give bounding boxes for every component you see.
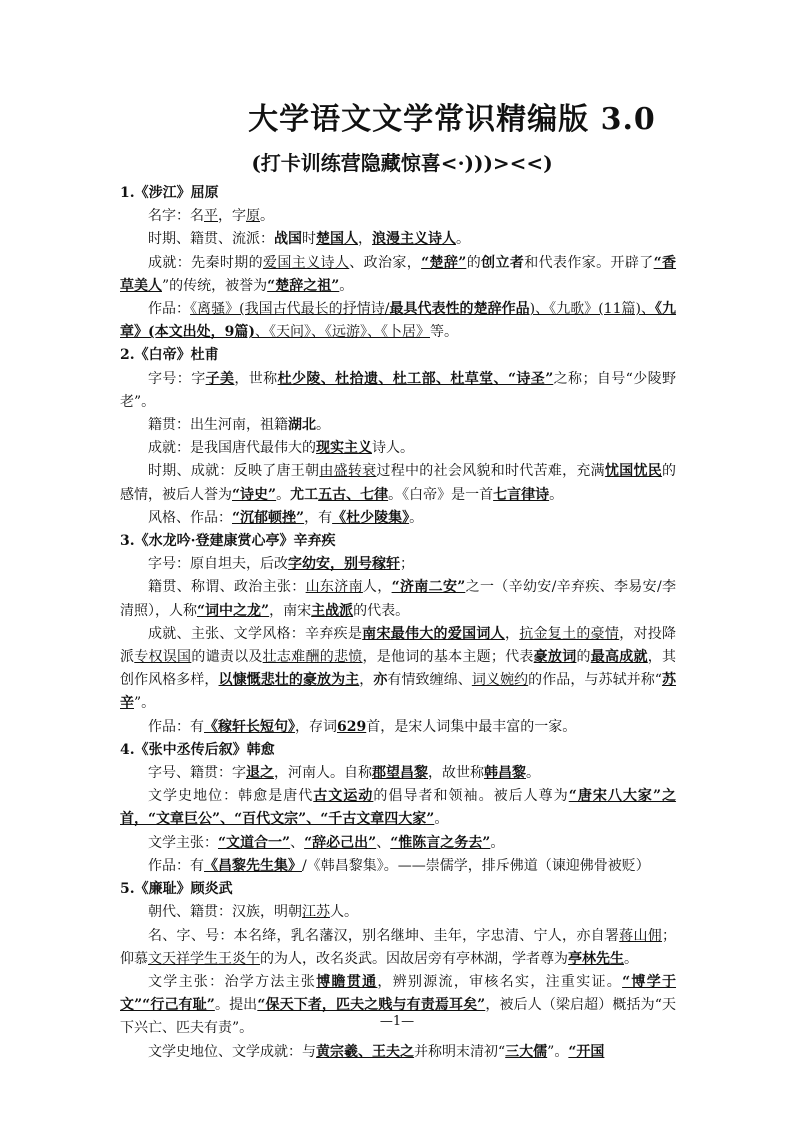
paragraph (120, 460, 676, 506)
text-run: ，南宋 (269, 602, 312, 619)
text-run: 黄宗羲、王夫之 (316, 1043, 414, 1060)
paragraph (120, 228, 676, 251)
text-run: 。 (434, 811, 449, 828)
page-number: —1— (379, 1014, 415, 1029)
text-run: 。 (526, 765, 540, 782)
text-run: ， (504, 625, 520, 642)
text-run: 退之 (246, 765, 274, 782)
paragraph (120, 785, 676, 831)
paragraph (120, 716, 676, 739)
paragraph (120, 437, 676, 460)
text-run: 七言律诗 (493, 486, 550, 503)
text-run: 作品：有 (148, 857, 204, 874)
text-run: 湖北 (288, 417, 316, 434)
text-run: “开国 (568, 1043, 605, 1060)
text-run: “文道合一” (218, 834, 291, 851)
text-run: ”。 (547, 1043, 569, 1060)
text-run: 郡望昌黎 (372, 765, 428, 782)
text-run: 风格、作品： (148, 509, 232, 526)
text-run: 文学主张：治学方法主张 (148, 973, 317, 990)
text-run: ，世称 (234, 370, 278, 387)
text-run: 豪放词 (533, 649, 577, 666)
text-run: 。 (549, 486, 564, 503)
paragraph (120, 205, 676, 228)
text-run: 《稼轩长短句》 (204, 718, 295, 735)
text-run: 的谴责以及 (191, 649, 263, 666)
text-run: 亦 (373, 672, 388, 689)
text-run: 字号：字 (148, 370, 206, 387)
text-run: ，存词 (295, 718, 337, 735)
paragraph (120, 1041, 676, 1064)
text-run: 以慷慨悲壮的豪放为主 (218, 672, 360, 689)
text-run: 现实主义 (316, 440, 372, 457)
text-run: 。《白帝》是一首 (388, 486, 494, 503)
text-run: “沉郁顿挫” (232, 509, 305, 526)
text-run: 楚国人 (316, 231, 358, 248)
text-run: 的倡导者和领袖。被后人尊为 (373, 788, 569, 805)
text-run: 时 (302, 231, 316, 248)
text-run: 名字：名 (148, 208, 204, 225)
paragraph (120, 901, 676, 924)
section-heading: 4.《张中丞传后叙》韩愈 (120, 741, 275, 758)
text-run: 。 (260, 208, 274, 225)
text-run: “楚辞” (421, 254, 467, 271)
text-run: ，故世称 (428, 765, 484, 782)
text-run: 、政治家， (349, 254, 422, 271)
text-run: 创立者 (481, 254, 525, 271)
paragraph (120, 855, 676, 878)
text-run: 。 (276, 486, 291, 503)
paragraph (120, 368, 676, 414)
text-run: 籍贯：出生河南，祖籍 (148, 417, 288, 434)
text-run: 《离骚》(我国古代最长的抒情诗/ (190, 301, 390, 318)
text-run: ”的传统，被誉为 (162, 277, 268, 294)
text-run: 。 (490, 834, 505, 851)
text-run: 成就、主张、文学风格：辛弃疾是 (148, 625, 363, 642)
text-run: /《韩昌黎集》。——崇儒学，排斥佛道（谏迎佛骨被贬） (302, 857, 650, 874)
text-run: 浪漫主义诗人 (372, 231, 456, 248)
section-heading: 3.《水龙吟·登建康赏心亭》辛弃疾 (120, 533, 336, 550)
text-run: 文学史地位、文学成就：与 (148, 1043, 316, 1060)
text-run: 字幼安，别号稼轩 (288, 556, 400, 573)
text-run: 苏辛 (120, 672, 677, 712)
text-run: ，辨别源流，审核名实，注重实证。 (377, 973, 623, 990)
text-run: 的 (466, 254, 482, 271)
text-run: 。 (316, 417, 330, 434)
text-run: 最具代表性的楚辞作品 (389, 301, 530, 318)
text-run: 之一（辛幼安/辛弃疾、李易安/李清照），人称 (120, 579, 677, 619)
paragraph (120, 414, 676, 437)
text-run: 子美 (205, 370, 235, 387)
text-run: 文学主张： (148, 834, 218, 851)
text-run: 人。 (330, 904, 358, 921)
text-run: ，字 (218, 208, 246, 225)
paragraph (120, 507, 676, 530)
text-run: “惟陈言之务去” (390, 834, 491, 851)
text-run: ，其创作风格多样， (120, 649, 677, 689)
text-run: 《昌黎先生集》 (204, 857, 302, 874)
text-run: 抗金复土的豪情 (519, 625, 620, 642)
text-run: 成就：是我国唐代最伟大的 (148, 440, 316, 457)
text-run: ，河南人。自称 (274, 765, 372, 782)
text-run: 、 (290, 834, 305, 851)
text-run: 。 (409, 509, 424, 526)
text-run: 、《天问》、《远游》、《卜居》 (255, 324, 430, 341)
text-run: 韩昌黎 (484, 765, 526, 782)
text-run: 有情致缠绵、 (387, 672, 472, 689)
text-run: 杜少陵、杜拾遗、杜工部、杜草堂、“诗圣” (277, 370, 554, 387)
text-run: 最高成就 (590, 649, 648, 666)
text-run: 原 (246, 208, 260, 225)
text-run: 诗人。 (372, 440, 414, 457)
text-run: 的感情，被后人誉为 (120, 463, 677, 503)
text-run: 江苏 (302, 904, 330, 921)
text-run: 之称；自号“少陵野老”。 (120, 370, 677, 410)
text-run: 亭林先生 (568, 950, 624, 967)
text-run: 629 (337, 718, 367, 735)
text-run: 字号、籍贯：字 (148, 765, 246, 782)
text-run: 文学史地位：韩愈是唐代 (148, 788, 314, 805)
text-run: 作品：有 (148, 718, 204, 735)
section-heading: 5.《廉耻》顾炎武 (120, 881, 233, 898)
text-run: 等。 (430, 324, 458, 341)
paragraph (120, 252, 676, 298)
text-run: 文天祥学生王炎午 (148, 950, 260, 967)
text-run: 成就：先秦时期的 (148, 254, 263, 271)
paragraph (120, 298, 676, 344)
text-run: 《九章》(本文出处，9篇) (120, 301, 677, 341)
text-run: “济南二安” (391, 579, 466, 596)
text-run: ； (400, 556, 414, 573)
document-body (120, 182, 676, 1064)
text-run: 专权误国 (134, 649, 192, 666)
paragraph (120, 832, 676, 855)
text-run: 的代表。 (353, 602, 410, 619)
text-run: “辞必己出” (304, 834, 377, 851)
paragraph (120, 576, 676, 622)
text-run: 。 (456, 231, 470, 248)
text-run: ，对投降派 (120, 625, 677, 666)
paragraph (120, 553, 676, 576)
text-run: 字号：原自坦夫，后改 (148, 556, 288, 573)
text-run: 的作品，与苏轼并称“ (528, 672, 662, 689)
paragraph (120, 971, 676, 1041)
text-run: 尤工 (290, 486, 319, 503)
text-run: ，被后人（梁启超）概括为“天下兴亡、匹夫有责”。 (120, 997, 676, 1037)
text-run: 《杜少陵集》 (332, 509, 410, 526)
text-run: 。提出 (214, 997, 258, 1014)
text-run: 名、字、号：本名绛，乳名藩汉，别名继坤、圭年，字忠清、宁人，亦自署 (148, 927, 620, 944)
text-run: 壮志难酬的悲愤 (262, 649, 363, 666)
text-run: 、 (376, 834, 391, 851)
text-run: “唐宋八大家”之首，“文章巨公”、“百代文宗”、“千古文章四大家” (120, 788, 677, 828)
text-run: 。 (339, 277, 354, 294)
text-run: 作品： (148, 301, 191, 318)
text-run: “保天下者，匹夫之贱与有责焉耳矣” (257, 997, 486, 1014)
text-run: 人， (362, 579, 392, 596)
paragraph (120, 623, 676, 716)
text-run: 首，是宋人词集中最丰富的一家。 (366, 718, 577, 735)
text-run: 三大儒 (505, 1043, 548, 1060)
text-run: 和代表作家。开辟了 (524, 254, 654, 271)
text-run: 朝代、籍贯：汉族，明朝 (148, 904, 302, 921)
text-run: 爱国主义诗人 (263, 254, 350, 271)
text-run: 博瞻贯通 (316, 973, 378, 990)
text-run: “楚辞之祖” (267, 277, 340, 294)
section-heading: 2.《白帝》杜甫 (120, 347, 219, 364)
text-run: 五古、七律 (318, 486, 389, 503)
text-run: “博学于文”“行己有耻” (120, 973, 677, 1014)
text-run: ”。 (134, 695, 156, 712)
text-run: 的 (576, 649, 591, 666)
document-title: 大学语文文学常识精编版 3.0 (248, 102, 656, 137)
text-run: 主战派 (311, 602, 354, 619)
paragraph (120, 762, 676, 785)
text-run: 过程中的社会风貌和时代苦难，充满 (376, 463, 605, 480)
text-run: 。 (624, 950, 638, 967)
text-run: ，是他词的基本主题；代表 (362, 649, 534, 666)
text-run: “香草美人 (120, 254, 677, 294)
text-run: 平 (204, 208, 218, 225)
text-run: 战国 (274, 231, 302, 248)
section-heading: 1.《涉江》屈原 (120, 185, 219, 201)
text-run: “诗史” (232, 486, 277, 503)
text-run: ， (359, 672, 374, 689)
text-run: 词义婉约 (471, 672, 529, 689)
text-run: 的为人，改名炎武。因故居旁有亭林湖，学者尊为 (260, 950, 568, 967)
text-run: 时期、籍贯、流派： (148, 231, 274, 248)
text-run: 南宋最伟大的爱国词人 (362, 625, 505, 642)
text-run: 蒋山佣 (619, 927, 663, 944)
text-run: “词中之龙” (197, 602, 270, 619)
text-run: 籍贯、称谓、政治主张： (148, 579, 306, 596)
text-run: 忧国忧民 (604, 463, 663, 480)
text-run: 由盛转衰 (319, 463, 377, 480)
text-run: 古文运动 (313, 788, 374, 805)
text-run: ，有 (304, 509, 333, 526)
paragraph (120, 925, 676, 971)
text-run: 并称明末清初“ (414, 1043, 506, 1060)
document-subtitle: (打卡训练营隐藏惊喜<·)))><<) (251, 151, 553, 175)
text-run: ， (358, 231, 372, 248)
text-run: ；仰慕 (120, 927, 677, 967)
text-run: )、《九歌》(11篇)、 (529, 301, 655, 318)
text-run: 时期、成就：反映了唐王朝 (148, 463, 320, 480)
text-run: 山东济南 (305, 579, 363, 596)
